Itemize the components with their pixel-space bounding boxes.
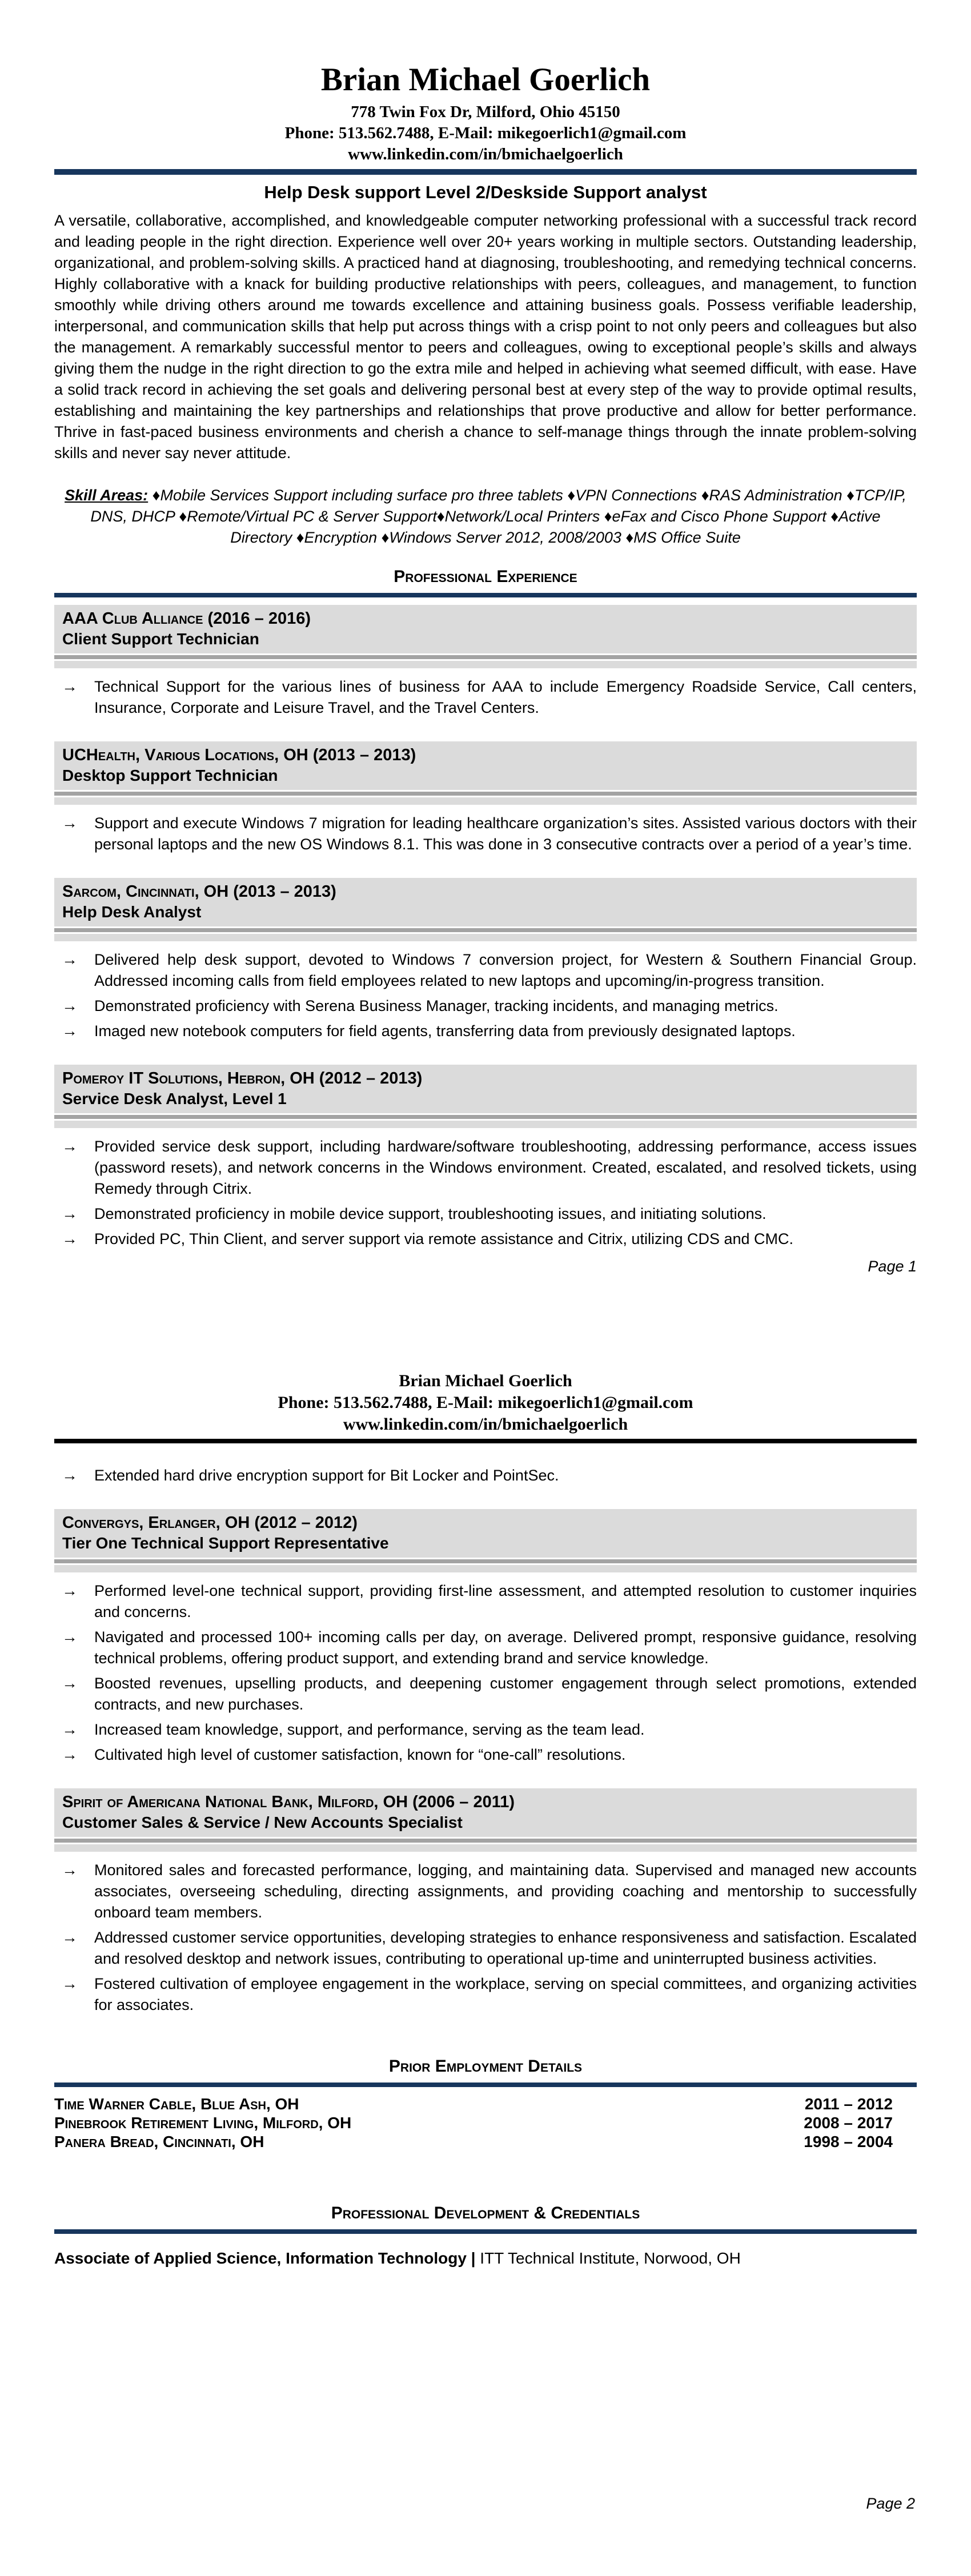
bullet-item (54, 1627, 917, 1669)
job-header-strip (54, 661, 917, 668)
job-header-rule (54, 1115, 917, 1119)
job-title: Client Support Technician (62, 629, 259, 648)
job-bullets (54, 676, 917, 719)
arrow-bullet-icon: → (62, 1229, 78, 1247)
bullet-item (54, 1203, 917, 1225)
page2-intro-bullets (54, 1465, 917, 1486)
bullet-text: Fostered cultivation of employee engagement in the workplace, serving on special committees, and organizing activities for associates. (94, 1975, 917, 2013)
arrow-bullet-icon: → (62, 677, 78, 695)
page2-header-divider (54, 1439, 917, 1443)
credentials-divider (54, 2229, 917, 2234)
degree-title: Associate of Applied Science, Information Technology | (54, 2249, 476, 2267)
degree-school: ITT Technical Institute, Norwood, OH (475, 2249, 741, 2267)
arrow-bullet-icon: → (62, 1581, 78, 1599)
page1-linkedin[interactable]: www.linkedin.com/in/bmichaelgoerlich (348, 145, 623, 163)
page1-header-divider (54, 169, 917, 175)
arrow-bullet-icon: → (62, 1928, 78, 1946)
page2-linkedin[interactable]: www.linkedin.com/in/bmichaelgoerlich (343, 1414, 628, 1434)
section-heading-prior-employment: Prior Employment Details (388, 2056, 583, 2076)
job-entry (54, 1788, 917, 2016)
bullet-text: Support and execute Windows 7 migration for leading healthcare organization’s sites. Assisted various doctors with their personal laptops and the new OS Windows 8.1. This was done in 3 consecutive contracts over a period of a year’s time. (94, 814, 917, 853)
jobs-page2 (54, 1509, 917, 2016)
bullet-text: Technical Support for the various lines of business for AAA to include Emergency Roadside Service, Call centers, Insurance, Corporate and Leisure Travel, and the Travel Centers. (94, 677, 917, 716)
bullet-text: Addressed customer service opportunities, developing strategies to enhance responsiveness and satisfaction. Escalated and resolved desktop and network issues, contributing to operational up-time and uninterrupted business activities. (94, 1928, 917, 1967)
prior-company: Panera Bread, Cincinnati, OH (54, 2132, 264, 2150)
bullet-text: Boosted revenues, upselling products, and deepening customer engagement through select promotions, extended contracts, and new purchases. (94, 1674, 917, 1713)
professional-experience-divider (54, 593, 917, 597)
page2-name: Brian Michael Goerlich (399, 1371, 572, 1390)
arrow-bullet-icon: → (62, 1720, 78, 1738)
bullet-text: Delivered help desk support, devoted to Windows 7 conversion project, for Western & Southern Financial Group. Addressed incoming calls from field employees related to new laptops and upcoming/in-progress transition. (94, 950, 917, 989)
job-title: Help Desk Analyst (62, 902, 202, 921)
job-title: Tier One Technical Support Representative (62, 1534, 389, 1552)
arrow-bullet-icon: → (62, 813, 78, 832)
job-bullets (54, 1580, 917, 1766)
skill-areas-paragraph (59, 485, 912, 548)
prior-employment-row (54, 2132, 917, 2151)
job-company: Convergys, Erlanger, OH (2012 – 2012) (62, 1513, 358, 1532)
job-entry (54, 878, 917, 1042)
job-bullets (54, 1860, 917, 2016)
job-company: Pomeroy IT Solutions, Hebron, OH (2012 – 2013) (62, 1069, 423, 1088)
bullet-text: Performed level-one technical support, providing first-line assessment, and attempted resolution to customer inquiries and concerns. (94, 1582, 917, 1620)
job-header-rule (54, 655, 917, 659)
prior-dates: 2011 – 2012 (804, 2094, 893, 2113)
arrow-bullet-icon: → (62, 1137, 78, 1155)
resume-headline: Help Desk support Level 2/Deskside Support analyst (264, 182, 707, 202)
arrow-bullet-icon: → (62, 1745, 78, 1763)
bullet-item (54, 1860, 917, 1923)
section-heading-professional-experience: Professional Experience (394, 567, 577, 586)
prior-employment-rows (54, 2094, 917, 2151)
arrow-bullet-icon: → (62, 1974, 78, 1992)
job-bullets (54, 813, 917, 855)
section-heading-credentials: Professional Development & Credentials (331, 2203, 640, 2222)
job-header (54, 878, 917, 926)
job-header (54, 605, 917, 653)
page1-contact-block (54, 102, 917, 165)
bullet-text: Demonstrated proficiency with Serena Business Manager, tracking incidents, and managing metrics. (94, 997, 779, 1014)
job-entry (54, 1065, 917, 1250)
page1-marker: Page 1 (868, 1257, 917, 1275)
job-title: Customer Sales & Service / New Accounts Specialist (62, 1813, 463, 1831)
skill-areas-list: ♦Mobile Services Support including surface pro three tablets ♦VPN Connections ♦RAS Administration ♦TCP/IP, DNS, DHCP ♦Remote/Virtual PC & Server Support♦Network/Local Printers ♦eFax and Cisco Phone Support ♦Active Directory ♦Encryption ♦Windows Server 2012, 2008/2003 ♦MS Office Suite (90, 486, 906, 546)
prior-employment-row (54, 2094, 917, 2113)
bullet-item (54, 1465, 917, 1486)
prior-company: Time Warner Cable, Blue Ash, OH (54, 2094, 299, 2113)
job-header-rule (54, 928, 917, 932)
bullet-item (54, 1229, 917, 1250)
bullet-text: Increased team knowledge, support, and performance, serving as the team lead. (94, 1720, 645, 1738)
bullet-item (54, 813, 917, 855)
page2-phone-email: Phone: 513.562.7488, E-Mail: mikegoerlich1@gmail.com (278, 1393, 693, 1412)
job-bullets (54, 949, 917, 1042)
job-header-strip (54, 1121, 917, 1128)
bullet-item (54, 1927, 917, 1969)
bullet-text: Monitored sales and forecasted performance, logging, and maintaining data. Supervised and managed new accounts associates, overseeing scheduling, directing assignments, and providing coaching and mentorship to successfully onboard team members. (94, 1861, 917, 1921)
arrow-bullet-icon: → (62, 1021, 78, 1040)
jobs-page1 (54, 605, 917, 1250)
bullet-text: Demonstrated proficiency in mobile device support, troubleshooting issues, and initiating solutions. (94, 1205, 767, 1222)
bullet-text: Provided PC, Thin Client, and server support via remote assistance and Citrix, utilizing CDS and CMC. (94, 1230, 794, 1247)
prior-dates: 1998 – 2004 (804, 2132, 893, 2150)
prior-company: Pinebrook Retirement Living, Milford, OH (54, 2113, 352, 2132)
job-header (54, 1065, 917, 1113)
bullet-item (54, 996, 917, 1017)
bullet-item (54, 1973, 917, 2016)
bullet-item (54, 676, 917, 719)
arrow-bullet-icon: → (62, 1860, 78, 1879)
page1-name: Brian Michael Goerlich (320, 62, 651, 98)
arrow-bullet-icon: → (62, 1627, 78, 1646)
bullet-item (54, 1673, 917, 1715)
job-bullets (54, 1136, 917, 1250)
page1-phone-email: Phone: 513.562.7488, E-Mail: mikegoerlich1@gmail.com (284, 123, 687, 142)
summary-paragraph: A versatile, collaborative, accomplished, and knowledgeable computer networking professional with a successful track record and leading people in the right direction. Experience well over 20+ years working in multiple sectors. Outstanding leadership, organizational, and problem-solving skills. A practiced hand at diagnosing, troubleshooting, and remedying technical concerns. Highly collaborative with a knack for building productive relationships with peers, colleagues, and management, to function smoothly while driving others around me towards excellence and attaining business goals. Possess verifiable leadership, interpersonal, and communication skills that help put across things with a crisp point to not only peers and colleagues but also the management. A remarkably successful mentor to peers and colleagues, owing to exceptional people’s skills and always giving them the nudge in the right direction to go the extra mile and helped in achieving what seemed difficult, with ease. Have a solid track record in achieving the set goals and delivering personal best at every step of the way to provide optimal results, establishing and maintaining the key partnerships and relationships that prove productive and allow for better performance. Thrive in fast-paced business environments and cherish a chance to self-manage things through the innate problem-solving skills and never say never attitude. (54, 211, 917, 462)
page2-marker: Page 2 (866, 2495, 915, 2512)
bullet-item (54, 1744, 917, 1766)
job-header-rule (54, 1839, 917, 1843)
prior-employment-row (54, 2113, 917, 2132)
job-company: Spirit of Americana National Bank, Milford, OH (2006 – 2011) (62, 1792, 515, 1811)
arrow-bullet-icon: → (62, 1674, 78, 1692)
bullet-text: Extended hard drive encryption support for Bit Locker and PointSec. (94, 1466, 559, 1484)
prior-dates: 2008 – 2017 (804, 2113, 893, 2132)
job-entry (54, 1509, 917, 1766)
prior-employment-divider (54, 2083, 917, 2087)
bullet-item (54, 1136, 917, 1199)
bullet-text: Imaged new notebook computers for field agents, transferring data from previously designated laptops. (94, 1022, 796, 1040)
job-title: Desktop Support Technician (62, 766, 278, 784)
job-entry (54, 741, 917, 855)
job-header (54, 741, 917, 790)
arrow-bullet-icon: → (62, 996, 78, 1014)
bullet-text: Navigated and processed 100+ incoming calls per day, on average. Delivered prompt, responsive guidance, resolving technical problems, offering product support, and extending brand and service knowledge. (94, 1628, 917, 1667)
job-company: Sarcom, Cincinnati, OH (2013 – 2013) (62, 882, 336, 901)
arrow-bullet-icon: → (62, 950, 78, 968)
bullet-item (54, 949, 917, 992)
page1-address: 778 Twin Fox Dr, Milford, Ohio 45150 (351, 102, 620, 121)
degree-line (54, 2248, 917, 2269)
skill-areas-label: Skill Areas: (65, 486, 149, 504)
job-header (54, 1788, 917, 1837)
bullet-text: Cultivated high level of customer satisfaction, known for “one-call” resolutions. (94, 1746, 626, 1763)
job-company: AAA Club Alliance (2016 – 2016) (62, 609, 311, 628)
arrow-bullet-icon: → (62, 1204, 78, 1222)
resume-document (0, 63, 971, 2576)
job-header-strip (54, 1565, 917, 1572)
job-header (54, 1509, 917, 1558)
arrow-bullet-icon: → (62, 1466, 78, 1484)
bullet-item (54, 1580, 917, 1623)
job-header-strip (54, 1844, 917, 1852)
job-entry (54, 605, 917, 719)
job-header-rule (54, 1559, 917, 1563)
bullet-text: Provided service desk support, including hardware/software troubleshooting, addressing performance, access issues (password resets), and network concerns in the Windows environment. Created, escalated, and resolved tickets, using Remedy through Citrix. (94, 1137, 917, 1197)
job-header-strip (54, 797, 917, 805)
job-company: UCHealth, Various Locations, OH (2013 – 2013) (62, 745, 416, 764)
job-title: Service Desk Analyst, Level 1 (62, 1089, 287, 1108)
bullet-item (54, 1021, 917, 1042)
resume-content (0, 63, 971, 2269)
bullet-item (54, 1719, 917, 1740)
job-header-rule (54, 792, 917, 796)
job-header-strip (54, 934, 917, 941)
